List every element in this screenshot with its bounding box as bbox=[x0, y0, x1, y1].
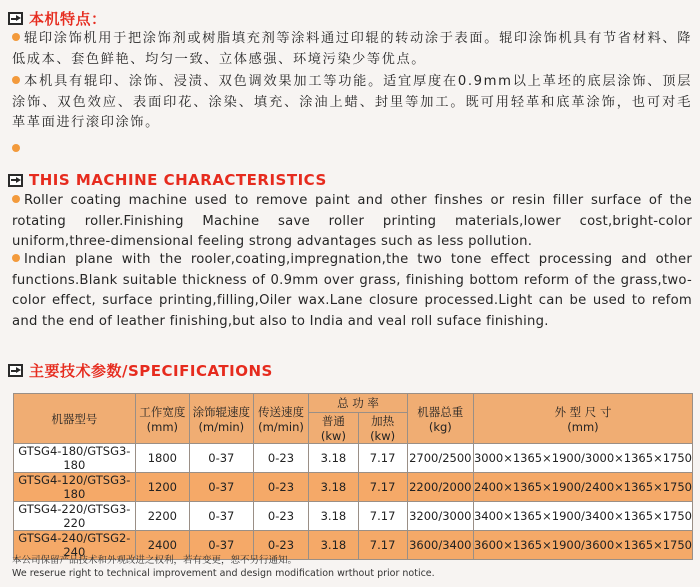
bullet-dot-icon bbox=[12, 195, 20, 203]
cell-dimensions: 3400×1365×1900/3400×1365×1750 bbox=[473, 502, 692, 531]
spec-section-title: 主要技术参数/SPECIFICATIONS bbox=[29, 362, 273, 380]
table-row bbox=[14, 444, 693, 473]
cell-power-normal: 3.18 bbox=[309, 531, 358, 560]
cell-width: 2400 bbox=[135, 531, 189, 560]
cell-power-normal: 3.18 bbox=[309, 502, 358, 531]
cell-dimensions: 3600×1365×1900/3600×1365×1750 bbox=[473, 531, 692, 560]
section-arrow-icon bbox=[8, 174, 23, 187]
cell-weight: 3200/3000 bbox=[407, 502, 473, 531]
cn-trailing-bullet bbox=[12, 140, 692, 161]
cell-weight: 2200/2000 bbox=[407, 473, 473, 502]
spec-table bbox=[13, 393, 693, 560]
cell-model: GTSG4-120/GTSG3-180 bbox=[14, 473, 136, 502]
bullet-dot-icon bbox=[12, 144, 20, 152]
cell-dimensions: 3000×1365×1900/3000×1365×1750 bbox=[473, 444, 692, 473]
en-paragraph-2: Indian plane with the rooler,coating,impregnation,the two tone effect processing and other functions.Blank suitable thickness of 0.9mm over grass, finishing bottom reform of the grass,two-color effect, surface printing,filling,Oiler wax.Lane closure processed.Light can be used to refom and the end of leather finishing,but also to India and veal roll suface finishing. bbox=[12, 252, 692, 329]
cell-conveyor-speed: 0-23 bbox=[253, 502, 309, 531]
cn-paragraph-1: 辊印涂饰机用于把涂饰剂或树脂填充剂等涂料通过印辊的转动涂于表面。辊印涂饰机具有节省材料、降低成本、套色鲜艳、均匀一致、立体感强、环境污染少等优点。 bbox=[12, 31, 692, 67]
cell-roller-speed: 0-37 bbox=[190, 473, 254, 502]
header-conveyor-speed: 传送速度 (m/min) bbox=[253, 394, 309, 444]
en-paragraph-1: Roller coating machine used to remove paint and other finshes or resin filler surface of the rotating roller.Finishing Machine save roller printing materials,lower cost,bright-color uniform,three-dimensional feeling strong advantages such as less pollution. bbox=[12, 193, 692, 249]
cell-power-heat: 7.17 bbox=[358, 444, 407, 473]
spec-table-body bbox=[14, 444, 693, 560]
cell-conveyor-speed: 0-23 bbox=[253, 531, 309, 560]
bullet-dot-icon bbox=[12, 76, 20, 84]
en-section-header bbox=[8, 171, 327, 189]
cell-roller-speed: 0-37 bbox=[190, 531, 254, 560]
cell-power-heat: 7.17 bbox=[358, 473, 407, 502]
cell-width: 2200 bbox=[135, 502, 189, 531]
cell-model: GTSG4-240/GTSG2-240 bbox=[14, 531, 136, 560]
cell-power-normal: 3.18 bbox=[309, 444, 358, 473]
cn-section-title: 本机特点： bbox=[29, 10, 107, 28]
cell-conveyor-speed: 0-23 bbox=[253, 473, 309, 502]
cell-width: 1200 bbox=[135, 473, 189, 502]
header-model: 机器型号 bbox=[14, 394, 136, 444]
header-roller-speed: 涂饰辊速度 (m/min) bbox=[190, 394, 254, 444]
header-width: 工作宽度 (mm) bbox=[135, 394, 189, 444]
footnote-cn: 本公司保留产品技术和外观改进之权利，若有变更，恕不另行通知。 bbox=[12, 555, 298, 566]
cell-weight: 2700/2500 bbox=[407, 444, 473, 473]
spec-table-header bbox=[14, 394, 693, 444]
cell-roller-speed: 0-37 bbox=[190, 444, 254, 473]
cell-conveyor-speed: 0-23 bbox=[253, 444, 309, 473]
cell-dimensions: 2400×1365×1900/2400×1365×1750 bbox=[473, 473, 692, 502]
bullet-dot-icon bbox=[12, 254, 20, 262]
section-arrow-icon bbox=[8, 12, 23, 25]
header-weight: 机器总重 (kg) bbox=[407, 394, 473, 444]
header-power-heat: 加热 (kw) bbox=[358, 413, 407, 444]
header-power-normal: 普通 (kw) bbox=[309, 413, 358, 444]
cell-width: 1800 bbox=[135, 444, 189, 473]
en-section-title: THIS MACHINE CHARACTERISTICS bbox=[29, 171, 327, 189]
section-arrow-icon bbox=[8, 364, 23, 377]
cell-model: GTSG4-220/GTSG3-220 bbox=[14, 502, 136, 531]
table-row bbox=[14, 473, 693, 502]
footnote-en: We reserue right to technical improvement and design modification wrthout prior notice. bbox=[12, 568, 435, 579]
cn-paragraph-2: 本机具有辊印、涂饰、浸渍、双色调效果加工等功能。适宜厚度在0.9mm以上革坯的底层涂饰、顶层涂饰、双色效应、表面印花、涂染、填充、涂油上蜡、封里等加工。既可用轻革和底革涂饰，也可对毛革革面进行滚印涂饰。 bbox=[12, 74, 692, 130]
cell-power-normal: 3.18 bbox=[309, 473, 358, 502]
table-row bbox=[14, 502, 693, 531]
spec-section-header bbox=[8, 360, 273, 381]
cell-power-heat: 7.17 bbox=[358, 531, 407, 560]
cell-roller-speed: 0-37 bbox=[190, 502, 254, 531]
bullet-dot-icon bbox=[12, 33, 20, 41]
cell-model: GTSG4-180/GTSG3-180 bbox=[14, 444, 136, 473]
header-power: 总 功 率 bbox=[309, 394, 407, 413]
cell-weight: 3600/3400 bbox=[407, 531, 473, 560]
cell-power-heat: 7.17 bbox=[358, 502, 407, 531]
cn-section-header bbox=[8, 8, 107, 29]
header-dimensions: 外 型 尺 寸 (mm) bbox=[473, 394, 692, 444]
